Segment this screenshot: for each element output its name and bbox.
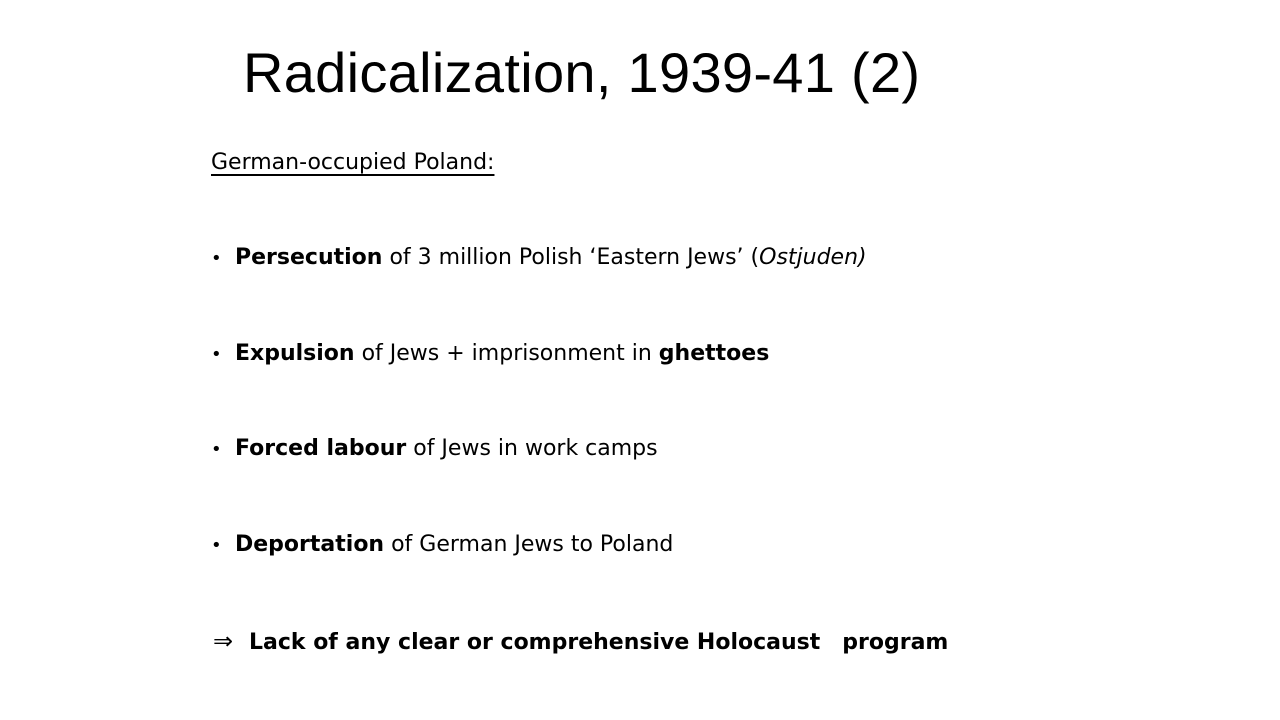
section-heading: German-occupied Poland: bbox=[211, 150, 495, 175]
bullet-keyword: Expulsion bbox=[235, 341, 355, 366]
conclusion-text-end: program bbox=[842, 630, 949, 655]
bullet-italic-text: Ostjuden) bbox=[759, 245, 867, 270]
bullet-keyword-2: ghettoes bbox=[658, 341, 770, 366]
slide-title: Radicalization, 1939-41 (2) bbox=[243, 41, 921, 104]
bullet-keyword: Persecution bbox=[235, 245, 383, 270]
conclusion-text: Lack of any clear or comprehensive Holocaust bbox=[249, 630, 821, 655]
bullet-item bbox=[211, 525, 673, 566]
bullet-keyword: Deportation bbox=[235, 532, 385, 557]
bullet-keyword: Forced labour bbox=[235, 436, 407, 461]
bullet-item bbox=[211, 334, 769, 375]
bullet-text: of 3 million Polish ‘Eastern Jews’ ( bbox=[382, 245, 760, 270]
bullet-icon: • bbox=[211, 248, 222, 269]
implies-arrow-icon: ⇒ bbox=[213, 627, 234, 655]
bullet-text: of Jews in work camps bbox=[406, 436, 658, 461]
bullet-item bbox=[211, 429, 658, 470]
bullet-icon: • bbox=[211, 439, 222, 460]
conclusion-line bbox=[213, 621, 948, 663]
bullet-text: of German Jews to Poland bbox=[384, 532, 674, 557]
bullet-item bbox=[211, 238, 867, 279]
bullet-icon: • bbox=[211, 535, 222, 556]
bullet-text: of Jews + imprisonment in bbox=[354, 341, 659, 366]
bullet-icon: • bbox=[211, 344, 222, 365]
